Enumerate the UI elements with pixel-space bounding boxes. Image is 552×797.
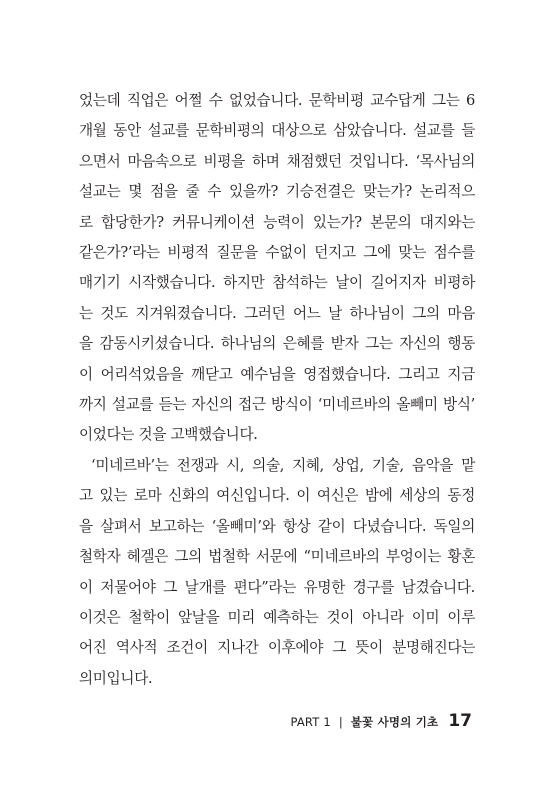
text-line: 의미입니다. <box>79 669 153 687</box>
text-line: 매기기 시작했습니다. 하지만 참석하는 날이 길어지자 비평하 <box>79 274 475 292</box>
text-line: 으면서 마음속으로 비평을 하며 채점했던 것입니다. ‘목사님의 <box>79 152 475 170</box>
footer-separator: | <box>338 715 343 729</box>
text-line: 로 합당한가? 커뮤니케이션 능력이 있는가? 본문의 대지와는 <box>79 213 475 231</box>
text-line: 까지 설교를 듣는 자신의 접근 방식이 ‘미네르바의 올빼미 방식’ <box>79 396 475 414</box>
text-line: 개월 동안 설교를 문학비평의 대상으로 삼았습니다. 설교를 들 <box>79 122 475 140</box>
paragraph-2 <box>79 451 475 694</box>
text-line: 었는데 직업은 어쩔 수 없었습니다. 문학비평 교수답게 그는 6 <box>79 92 475 109</box>
text-line: 을 감동시키셨습니다. 하나님의 은혜를 받자 그는 자신의 행동 <box>79 335 475 353</box>
text-line: 는 것도 지겨워졌습니다. 그러던 어느 날 하나님이 그의 마음 <box>79 304 475 322</box>
text-line: ‘미네르바’는 전쟁과 시, 의술, 지혜, 상업, 기술, 음악을 맡 <box>91 456 475 474</box>
text-line: 설교는 몇 점을 줄 수 있을까? 기승전결은 맞는가? 논리적으 <box>79 183 475 201</box>
page-number: 17 <box>448 711 472 731</box>
body-text <box>79 86 475 694</box>
text-line: 고 있는 로마 신화의 여신입니다. 이 여신은 밤에 세상의 동정 <box>79 487 475 505</box>
paragraph-1 <box>79 86 475 451</box>
text-line: 같은가?’라는 비평적 질문을 수없이 던지고 그에 맞는 점수를 <box>79 244 475 262</box>
text-line: 철학자 헤겔은 그의 법철학 서문에 “미네르바의 부엉이는 황혼 <box>79 548 475 566</box>
text-line: 어진 역사적 조건이 지나간 이후에야 그 뜻이 분명해진다는 <box>79 639 475 657</box>
text-line: 이것은 철학이 앞날을 미리 예측하는 것이 아니라 이미 이루 <box>79 608 475 626</box>
text-line: 을 살펴서 보고하는 ‘올빼미’와 항상 같이 다녔습니다. 독일의 <box>79 517 475 535</box>
part-label: PART 1 <box>290 715 331 729</box>
running-footer <box>290 711 472 737</box>
chapter-title: 불꽃 사명의 기초 <box>350 715 439 729</box>
text-line: 이 어리석었음을 깨닫고 예수님을 영접했습니다. 그리고 지금 <box>79 365 475 383</box>
text-line: 이 저물어야 그 날개를 편다”라는 유명한 경구를 남겼습니다. <box>79 578 475 596</box>
text-line: 이었다는 것을 고백했습니다. <box>79 426 258 444</box>
